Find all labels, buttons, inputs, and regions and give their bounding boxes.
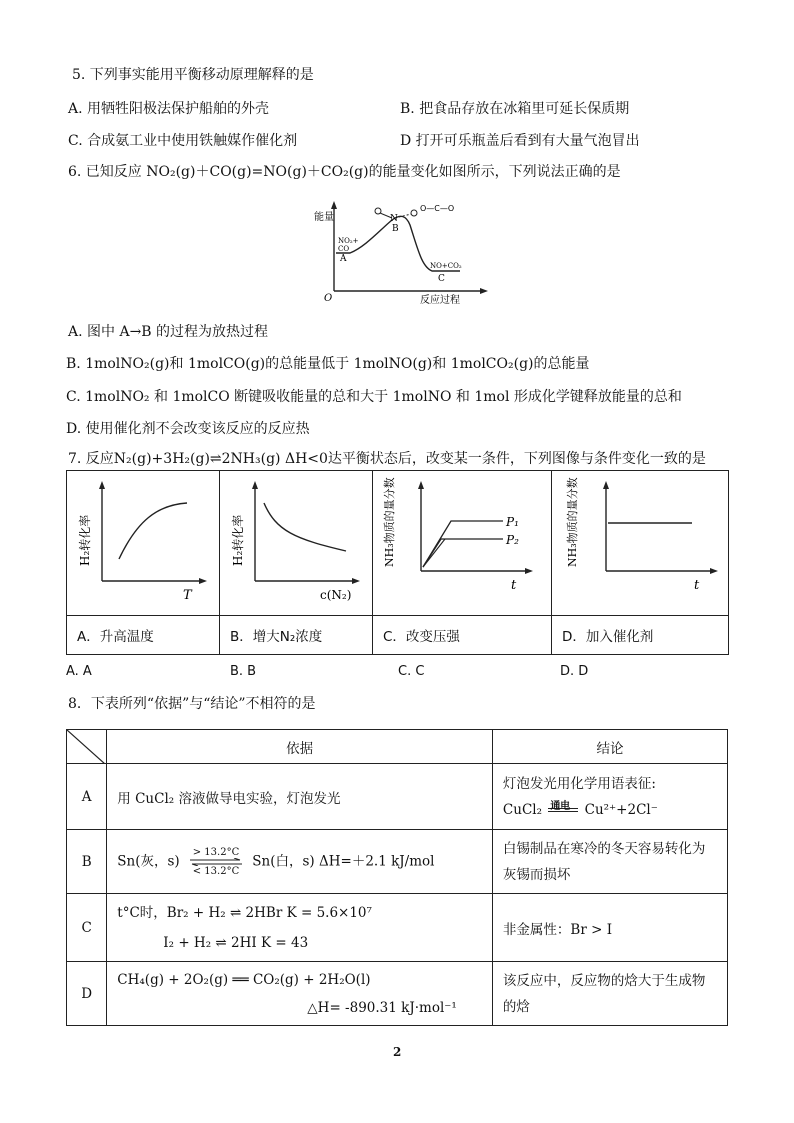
q5-stem: 5. 下列事实能用平衡移动原理解释的是 [72, 67, 314, 83]
graph-a-ylabel: H₂转化率 [78, 514, 92, 566]
row-d-basis: CH₄(g) + 2O₂(g) ══ CO₂(g) + 2H₂O(l) △H= -890.31 kJ·mol⁻¹ [107, 962, 493, 1026]
row-letter: D [67, 962, 107, 1026]
graph-c-ylabel-text: NH₃物质的量分数 [383, 477, 396, 567]
graph-d-xlabel: t [694, 578, 700, 593]
q5-option-b: B. 把食品存放在冰箱里可延长保质期 [400, 101, 630, 117]
q8-stem: 8．下表所列“依据”与“结论”不相符的是 [68, 696, 316, 712]
y-arrow-icon [331, 201, 337, 209]
reactant-label-2: CO [338, 245, 350, 253]
q7-stem [68, 448, 706, 468]
row-b-conclusion: 白锡制品在寒冷的冬天容易转化为 灰锡而损坏 [492, 830, 727, 894]
point-n-label: N [390, 214, 398, 224]
page-number: 2 [393, 1045, 402, 1059]
q7-answer-c: C. C [398, 664, 425, 679]
row-letter: B [67, 830, 107, 894]
row-a-equation: CuCl₂ 通电 Cu²⁺+2Cl⁻ [503, 797, 726, 823]
graph-a [67, 471, 219, 611]
table-row [67, 764, 728, 830]
x-arrow-icon [480, 288, 488, 294]
graph-b [220, 471, 372, 611]
q6-option-c: C. 1molNO₂ 和 1molCO 断键吸收能量的总和大于 1molNO 和 1mol 形成化学键释放能量的总和 [66, 389, 682, 405]
y-arrow-icon [99, 481, 105, 489]
graph-c-p2-label: P₂ [506, 533, 519, 547]
graph-a-curve [119, 503, 187, 559]
row-d-conclusion: 该反应中，反应物的焓大于生成物 的焓 [492, 962, 727, 1026]
q7-stem-reaction-right: 2NH₃(g) ΔH<0 [221, 451, 328, 467]
graph-c-label: C．改变压强 [373, 616, 552, 655]
graph-c-p2-line [423, 539, 503, 567]
x-arrow-icon [710, 568, 718, 574]
q7-stem-text: 达平衡状态后，改变某一条件，下列图像与条件变化一致的是 [327, 451, 706, 467]
q7-answer-d: D. D [560, 664, 589, 679]
row-letter: A [67, 764, 107, 830]
q6-option-d: D. 使用催化剂不会改变该反应的反应热 [66, 421, 310, 437]
table-row [67, 894, 728, 962]
graph-b-cell [220, 471, 373, 616]
row-a-conclusion-text: 灯泡发光用化学用语表征: [502, 775, 656, 792]
electrolysis-condition: 通电 [550, 801, 571, 812]
y-arrow-icon [418, 481, 424, 489]
header-conclusion: 结论 [492, 730, 727, 764]
q7-answer-b: B. B [230, 664, 257, 679]
graph-b-curve [264, 503, 346, 551]
row-c-conclusion: 非金属性：Br > I [492, 894, 727, 962]
row-c-basis: t°C时，Br₂ + H₂ ⇌ 2HBr K = 5.6×10⁷ I₂ + H₂ ⇌ 2HI K = 43 [107, 894, 493, 962]
product-label: NO+CO₂ [430, 262, 462, 270]
q7-graph-table [66, 470, 729, 655]
table-row [67, 962, 728, 1026]
reactant-label-1: NO₂+ [338, 237, 359, 245]
row-a-conclusion [492, 764, 727, 830]
q5-option-c: C. 合成氨工业中使用铁触媒作催化剂 [68, 133, 298, 149]
x-arrow-icon [352, 578, 360, 584]
graph-c [373, 471, 551, 611]
equilibrium-arrow-icon: ⇌ [209, 451, 222, 467]
diagonal-line-icon [67, 730, 105, 764]
graph-c-cell [373, 471, 552, 616]
origin-label: O [324, 293, 333, 304]
q7-stem-reaction-left: 7. 反应N₂(g)+3H₂(g) [68, 451, 210, 467]
graph-a-cell [67, 471, 220, 616]
energy-ylabel [314, 210, 334, 223]
corner-cell [67, 730, 107, 764]
row-b-basis: Sn(灰，s) > 13.2°C < 13.2°C Sn(白，s) ΔH=＋2.1 kJ/mol [107, 830, 493, 894]
q7-answer-a: A. A [66, 664, 92, 679]
q6-option-a: A. 图中 A→B 的过程为放热过程 [68, 324, 269, 340]
table-row [67, 830, 728, 894]
point-a-label: A [340, 254, 347, 264]
ts-label: O—C—O [420, 204, 455, 213]
q6-stem: 6. 已知反应 NO₂(g)＋CO(g)=NO(g)＋CO₂(g)的能量变化如图所示，下列说法正确的是 [68, 164, 621, 180]
graph-d [552, 471, 728, 611]
graph-c-p1-line [423, 521, 503, 567]
x-arrow-icon [199, 578, 207, 584]
graph-b-ylabel: H₂转化率 [231, 514, 245, 566]
energy-ylabel-text: 能量 [314, 212, 334, 223]
reversible-arrow-icon [190, 858, 242, 866]
graph-d-cell [552, 471, 729, 616]
energy-xlabel: 反应过程 [420, 295, 460, 306]
x-arrow-icon [525, 568, 533, 574]
graph-c-ylabel [382, 477, 396, 567]
graph-c-xlabel: t [511, 578, 517, 593]
ts-atom-icon [411, 210, 417, 216]
row-a-basis: 用 CuCl₂ 溶液做导电实验，灯泡发光 [107, 764, 493, 830]
energy-diagram [310, 195, 510, 310]
graph-a-xlabel: T [183, 588, 192, 603]
row-letter: C [67, 894, 107, 962]
point-c-label: C [438, 274, 445, 284]
point-b-label: B [392, 224, 399, 234]
graph-d-label: D．加入催化剂 [552, 616, 729, 655]
graph-b-label: B．增大N₂浓度 [220, 616, 373, 655]
graph-c-p1-label: P₁ [506, 515, 519, 529]
header-basis: 依据 [107, 730, 493, 764]
q8-table [66, 729, 728, 1026]
q5-option-a: A. 用牺牲阳极法保护船舶的外壳 [68, 101, 270, 117]
graph-d-ylabel: NH₃物质的量分数 [566, 477, 579, 567]
q5-option-d: D 打开可乐瓶盖后看到有大量气泡冒出 [400, 133, 640, 149]
q6-option-b: B. 1molNO₂(g)和 1molCO(g)的总能量低于 1molNO(g)和 1molCO₂(g)的总能量 [66, 356, 590, 372]
y-arrow-icon [252, 481, 258, 489]
graph-b-xlabel: c(N₂) [320, 588, 352, 602]
graph-a-label: A．升高温度 [67, 616, 220, 655]
y-arrow-icon [603, 481, 609, 489]
